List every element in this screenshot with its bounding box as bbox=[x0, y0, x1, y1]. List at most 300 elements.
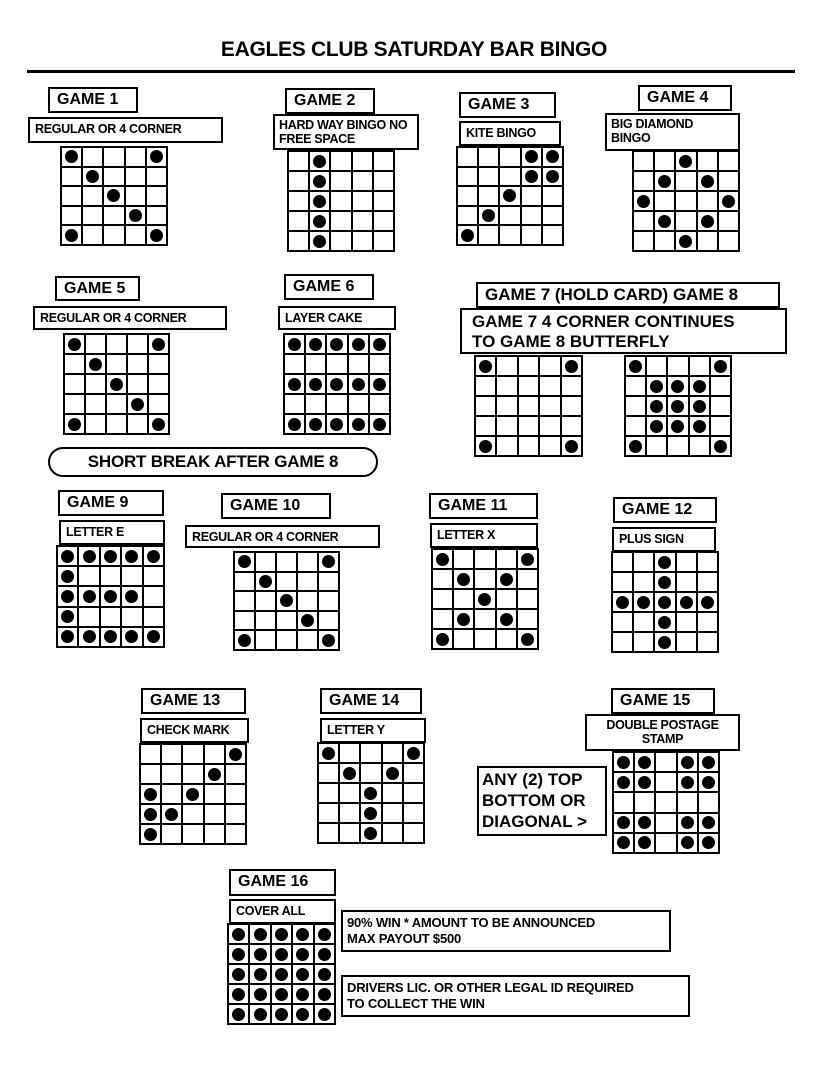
dauber-mark bbox=[83, 590, 96, 603]
card-cell bbox=[561, 356, 582, 376]
card-cell bbox=[292, 984, 313, 1004]
dauber-mark bbox=[144, 828, 157, 841]
card-cell bbox=[633, 592, 654, 612]
card-cell bbox=[161, 764, 182, 784]
card-cell bbox=[667, 416, 688, 436]
dauber-mark bbox=[125, 630, 138, 643]
card-cell bbox=[288, 211, 309, 231]
card-cell bbox=[521, 147, 542, 167]
game-14-pattern: LETTER Y bbox=[320, 718, 426, 743]
card-cell bbox=[255, 630, 276, 650]
card-cell bbox=[225, 764, 246, 784]
card-cell bbox=[140, 824, 161, 844]
card-cell bbox=[249, 984, 270, 1004]
card-cell bbox=[64, 394, 85, 414]
card-cell bbox=[146, 206, 167, 226]
card-cell bbox=[255, 572, 276, 592]
card-cell bbox=[655, 792, 676, 812]
game-16-label: GAME 16 bbox=[229, 869, 336, 896]
dauber-mark bbox=[309, 418, 322, 431]
card-cell bbox=[182, 824, 203, 844]
dauber-mark bbox=[457, 573, 470, 586]
card-cell bbox=[61, 167, 82, 187]
card-cell bbox=[517, 569, 538, 589]
card-cell bbox=[539, 416, 560, 436]
card-cell bbox=[432, 569, 453, 589]
card-cell bbox=[382, 823, 403, 843]
dauber-mark bbox=[144, 808, 157, 821]
card-cell bbox=[305, 334, 326, 354]
card-cell bbox=[676, 592, 697, 612]
card-cell bbox=[121, 586, 142, 606]
card-cell bbox=[654, 552, 675, 572]
card-cell bbox=[634, 752, 655, 772]
card-cell bbox=[85, 334, 106, 354]
card-cell bbox=[271, 944, 292, 964]
card-cell bbox=[61, 147, 82, 167]
card-cell bbox=[373, 211, 394, 231]
card-cell bbox=[654, 151, 675, 171]
dauber-mark bbox=[83, 550, 96, 563]
card-cell bbox=[148, 354, 169, 374]
card-cell bbox=[677, 752, 698, 772]
card-cell bbox=[613, 833, 634, 853]
card-cell bbox=[499, 147, 520, 167]
dauber-mark bbox=[65, 150, 78, 163]
card-cell bbox=[457, 167, 478, 187]
dauber-mark bbox=[436, 633, 449, 646]
card-cell bbox=[382, 783, 403, 803]
game-5-label: GAME 5 bbox=[55, 276, 140, 301]
dauber-mark bbox=[322, 555, 335, 568]
card-cell bbox=[612, 612, 633, 632]
card-cell bbox=[667, 356, 688, 376]
card-cell bbox=[146, 167, 167, 187]
dauber-mark bbox=[658, 636, 671, 649]
card-cell bbox=[689, 376, 710, 396]
card-cell bbox=[127, 414, 148, 434]
card-cell bbox=[228, 1004, 249, 1024]
card-cell bbox=[539, 436, 560, 456]
card-cell bbox=[697, 191, 718, 211]
dauber-mark bbox=[313, 195, 326, 208]
card-cell bbox=[182, 744, 203, 764]
dauber-mark bbox=[617, 756, 630, 769]
dauber-mark bbox=[352, 378, 365, 391]
game-4-pattern: BIG DIAMOND BINGO bbox=[605, 113, 740, 151]
card-cell bbox=[318, 572, 339, 592]
dauber-mark bbox=[150, 150, 163, 163]
card-cell bbox=[403, 743, 424, 763]
card-cell bbox=[382, 763, 403, 783]
dauber-mark bbox=[104, 590, 117, 603]
card-cell bbox=[496, 416, 517, 436]
card-cell bbox=[675, 231, 696, 251]
card-cell bbox=[478, 225, 499, 245]
card-cell bbox=[457, 186, 478, 206]
game-6-card bbox=[283, 333, 391, 435]
card-cell bbox=[613, 772, 634, 792]
dauber-mark bbox=[525, 170, 538, 183]
card-cell bbox=[457, 225, 478, 245]
card-cell bbox=[475, 416, 496, 436]
card-cell bbox=[330, 151, 351, 171]
card-cell bbox=[57, 566, 78, 586]
card-cell bbox=[225, 824, 246, 844]
card-cell bbox=[539, 396, 560, 416]
card-cell bbox=[654, 612, 675, 632]
dauber-mark bbox=[152, 418, 165, 431]
card-cell bbox=[710, 356, 731, 376]
game-13-pattern: CHECK MARK bbox=[140, 718, 249, 743]
dauber-mark bbox=[330, 378, 343, 391]
game-16-payout-info: 90% WIN * AMOUNT TO BE ANNOUNCED MAX PAYOUT $500 bbox=[341, 910, 671, 952]
card-cell bbox=[161, 744, 182, 764]
card-cell bbox=[689, 356, 710, 376]
card-cell bbox=[697, 552, 718, 572]
card-cell bbox=[675, 171, 696, 191]
card-cell bbox=[633, 612, 654, 632]
card-cell bbox=[710, 396, 731, 416]
card-cell bbox=[225, 784, 246, 804]
card-cell bbox=[655, 752, 676, 772]
card-cell bbox=[518, 416, 539, 436]
dauber-mark bbox=[658, 175, 671, 188]
game-2-pattern: HARD WAY BINGO NO FREE SPACE bbox=[273, 114, 419, 150]
card-cell bbox=[234, 552, 255, 572]
card-cell bbox=[369, 354, 390, 374]
card-cell bbox=[654, 171, 675, 191]
card-cell bbox=[613, 792, 634, 812]
card-cell bbox=[284, 394, 305, 414]
card-cell bbox=[457, 147, 478, 167]
card-cell bbox=[521, 206, 542, 226]
dauber-mark bbox=[681, 756, 694, 769]
card-cell bbox=[309, 211, 330, 231]
card-cell bbox=[654, 632, 675, 652]
dauber-mark bbox=[386, 767, 399, 780]
dauber-mark bbox=[681, 836, 694, 849]
card-cell bbox=[474, 629, 495, 649]
game-10-label: GAME 10 bbox=[221, 493, 331, 519]
card-cell bbox=[474, 609, 495, 629]
card-cell bbox=[625, 376, 646, 396]
card-cell bbox=[318, 552, 339, 572]
card-cell bbox=[634, 833, 655, 853]
dauber-mark bbox=[436, 553, 449, 566]
card-cell bbox=[675, 191, 696, 211]
dauber-mark bbox=[617, 816, 630, 829]
card-cell bbox=[677, 772, 698, 792]
card-cell bbox=[352, 211, 373, 231]
card-cell bbox=[633, 211, 654, 231]
card-cell bbox=[633, 552, 654, 572]
card-cell bbox=[475, 396, 496, 416]
dauber-mark bbox=[254, 948, 267, 961]
card-cell bbox=[496, 356, 517, 376]
dauber-mark bbox=[638, 816, 651, 829]
card-cell bbox=[143, 586, 164, 606]
card-cell bbox=[698, 772, 719, 792]
game-2-label: GAME 2 bbox=[285, 88, 375, 114]
dauber-mark bbox=[86, 170, 99, 183]
card-cell bbox=[634, 792, 655, 812]
card-cell bbox=[612, 552, 633, 572]
card-cell bbox=[698, 752, 719, 772]
card-cell bbox=[348, 394, 369, 414]
card-cell bbox=[121, 607, 142, 627]
card-cell bbox=[271, 964, 292, 984]
dauber-mark bbox=[125, 550, 138, 563]
card-cell bbox=[57, 546, 78, 566]
dauber-mark bbox=[629, 360, 642, 373]
card-cell bbox=[161, 824, 182, 844]
card-cell bbox=[309, 171, 330, 191]
dauber-mark bbox=[671, 420, 684, 433]
card-cell bbox=[710, 416, 731, 436]
dauber-mark bbox=[629, 440, 642, 453]
card-cell bbox=[148, 374, 169, 394]
dauber-mark bbox=[165, 808, 178, 821]
card-cell bbox=[521, 225, 542, 245]
dauber-mark bbox=[301, 614, 314, 627]
card-cell bbox=[146, 147, 167, 167]
card-cell bbox=[625, 416, 646, 436]
card-cell bbox=[634, 772, 655, 792]
dauber-mark bbox=[309, 338, 322, 351]
dauber-mark bbox=[110, 378, 123, 391]
card-cell bbox=[698, 833, 719, 853]
card-cell bbox=[339, 763, 360, 783]
card-cell bbox=[403, 823, 424, 843]
card-cell bbox=[100, 627, 121, 647]
card-cell bbox=[478, 186, 499, 206]
dauber-mark bbox=[232, 948, 245, 961]
card-cell bbox=[297, 572, 318, 592]
card-cell bbox=[85, 394, 106, 414]
card-cell bbox=[326, 354, 347, 374]
dauber-mark bbox=[525, 150, 538, 163]
dauber-mark bbox=[83, 630, 96, 643]
card-cell bbox=[718, 231, 739, 251]
game-15-note: ANY (2) TOP BOTTOM OR DIAGONAL > bbox=[477, 766, 607, 836]
card-cell bbox=[432, 549, 453, 569]
card-cell bbox=[654, 231, 675, 251]
game-12-pattern: PLUS SIGN bbox=[612, 527, 716, 552]
game-5-card bbox=[63, 333, 170, 435]
dauber-mark bbox=[637, 596, 650, 609]
card-cell bbox=[382, 743, 403, 763]
dauber-mark bbox=[693, 420, 706, 433]
card-cell bbox=[318, 823, 339, 843]
dauber-mark bbox=[714, 360, 727, 373]
card-cell bbox=[204, 744, 225, 764]
game-4-card bbox=[632, 150, 740, 252]
dauber-mark bbox=[232, 968, 245, 981]
card-cell bbox=[612, 632, 633, 652]
dauber-mark bbox=[457, 613, 470, 626]
dauber-mark bbox=[65, 229, 78, 242]
card-cell bbox=[309, 191, 330, 211]
game-14-card bbox=[317, 742, 425, 844]
card-cell bbox=[633, 151, 654, 171]
dauber-mark bbox=[503, 189, 516, 202]
dauber-mark bbox=[152, 338, 165, 351]
card-cell bbox=[613, 813, 634, 833]
card-cell bbox=[697, 612, 718, 632]
dauber-mark bbox=[275, 1008, 288, 1021]
card-cell bbox=[288, 231, 309, 251]
card-cell bbox=[646, 436, 667, 456]
dauber-mark bbox=[322, 747, 335, 760]
card-cell bbox=[633, 632, 654, 652]
dauber-mark bbox=[318, 988, 331, 1001]
card-cell bbox=[453, 549, 474, 569]
dauber-mark bbox=[722, 195, 735, 208]
card-cell bbox=[284, 354, 305, 374]
card-cell bbox=[318, 783, 339, 803]
card-cell bbox=[475, 376, 496, 396]
card-cell bbox=[542, 186, 563, 206]
dauber-mark bbox=[288, 378, 301, 391]
card-cell bbox=[106, 374, 127, 394]
card-cell bbox=[249, 964, 270, 984]
card-cell bbox=[271, 984, 292, 1004]
card-cell bbox=[148, 334, 169, 354]
card-cell bbox=[496, 609, 517, 629]
dauber-mark bbox=[701, 596, 714, 609]
dauber-mark bbox=[714, 440, 727, 453]
card-cell bbox=[675, 211, 696, 231]
dauber-mark bbox=[617, 836, 630, 849]
card-cell bbox=[633, 231, 654, 251]
card-cell bbox=[369, 334, 390, 354]
card-cell bbox=[352, 171, 373, 191]
game-5-pattern: REGULAR OR 4 CORNER bbox=[33, 306, 227, 330]
game-3-card bbox=[456, 146, 564, 246]
dauber-mark bbox=[61, 550, 74, 563]
dauber-mark bbox=[407, 747, 420, 760]
card-cell bbox=[521, 167, 542, 187]
card-cell bbox=[561, 396, 582, 416]
card-cell bbox=[718, 171, 739, 191]
dauber-mark bbox=[364, 827, 377, 840]
game-3-label: GAME 3 bbox=[459, 92, 556, 118]
card-cell bbox=[403, 763, 424, 783]
card-cell bbox=[82, 167, 103, 187]
game-10-card bbox=[233, 551, 340, 651]
card-cell bbox=[326, 334, 347, 354]
dauber-mark bbox=[343, 767, 356, 780]
card-cell bbox=[453, 569, 474, 589]
card-cell bbox=[457, 206, 478, 226]
card-cell bbox=[106, 354, 127, 374]
game-9-card bbox=[56, 545, 165, 648]
card-cell bbox=[330, 231, 351, 251]
card-cell bbox=[276, 611, 297, 631]
game-11-pattern: LETTER X bbox=[430, 523, 538, 548]
dauber-mark bbox=[259, 575, 272, 588]
dauber-mark bbox=[296, 988, 309, 1001]
card-cell bbox=[57, 607, 78, 627]
card-cell bbox=[288, 151, 309, 171]
dauber-mark bbox=[61, 570, 74, 583]
card-cell bbox=[326, 394, 347, 414]
card-cell bbox=[453, 589, 474, 609]
card-cell bbox=[127, 394, 148, 414]
card-cell bbox=[121, 627, 142, 647]
dauber-mark bbox=[232, 928, 245, 941]
dauber-mark bbox=[658, 596, 671, 609]
card-cell bbox=[518, 356, 539, 376]
card-cell bbox=[127, 334, 148, 354]
card-cell bbox=[121, 566, 142, 586]
card-cell bbox=[710, 376, 731, 396]
dauber-mark bbox=[461, 229, 474, 242]
dauber-mark bbox=[478, 593, 491, 606]
card-cell bbox=[314, 1004, 335, 1024]
card-cell bbox=[140, 764, 161, 784]
card-cell bbox=[61, 186, 82, 206]
card-cell bbox=[305, 414, 326, 434]
card-cell bbox=[297, 591, 318, 611]
card-cell bbox=[697, 211, 718, 231]
card-cell bbox=[255, 611, 276, 631]
card-cell bbox=[339, 783, 360, 803]
card-cell bbox=[718, 191, 739, 211]
card-cell bbox=[78, 546, 99, 566]
card-cell bbox=[496, 569, 517, 589]
dauber-mark bbox=[150, 229, 163, 242]
card-cell bbox=[710, 436, 731, 456]
card-cell bbox=[373, 151, 394, 171]
card-cell bbox=[204, 764, 225, 784]
card-cell bbox=[125, 225, 146, 245]
card-cell bbox=[271, 1004, 292, 1024]
card-cell bbox=[57, 586, 78, 606]
dauber-mark bbox=[186, 788, 199, 801]
card-cell bbox=[182, 784, 203, 804]
card-cell bbox=[103, 206, 124, 226]
card-cell bbox=[78, 566, 99, 586]
card-cell bbox=[127, 374, 148, 394]
card-cell bbox=[675, 151, 696, 171]
dauber-mark bbox=[107, 189, 120, 202]
dauber-mark bbox=[61, 610, 74, 623]
card-cell bbox=[318, 611, 339, 631]
dauber-mark bbox=[229, 748, 242, 761]
card-cell bbox=[127, 354, 148, 374]
dauber-mark bbox=[658, 576, 671, 589]
card-cell bbox=[698, 813, 719, 833]
dauber-mark bbox=[500, 613, 513, 626]
card-cell bbox=[292, 1004, 313, 1024]
card-cell bbox=[539, 356, 560, 376]
dauber-mark bbox=[296, 948, 309, 961]
dauber-mark bbox=[254, 928, 267, 941]
dauber-mark bbox=[254, 988, 267, 1001]
card-cell bbox=[57, 627, 78, 647]
dauber-mark bbox=[701, 175, 714, 188]
dauber-mark bbox=[500, 573, 513, 586]
game-12-card bbox=[611, 551, 719, 653]
card-cell bbox=[225, 804, 246, 824]
card-cell bbox=[369, 414, 390, 434]
dauber-mark bbox=[637, 195, 650, 208]
dauber-mark bbox=[671, 380, 684, 393]
card-cell bbox=[360, 763, 381, 783]
card-cell bbox=[518, 376, 539, 396]
